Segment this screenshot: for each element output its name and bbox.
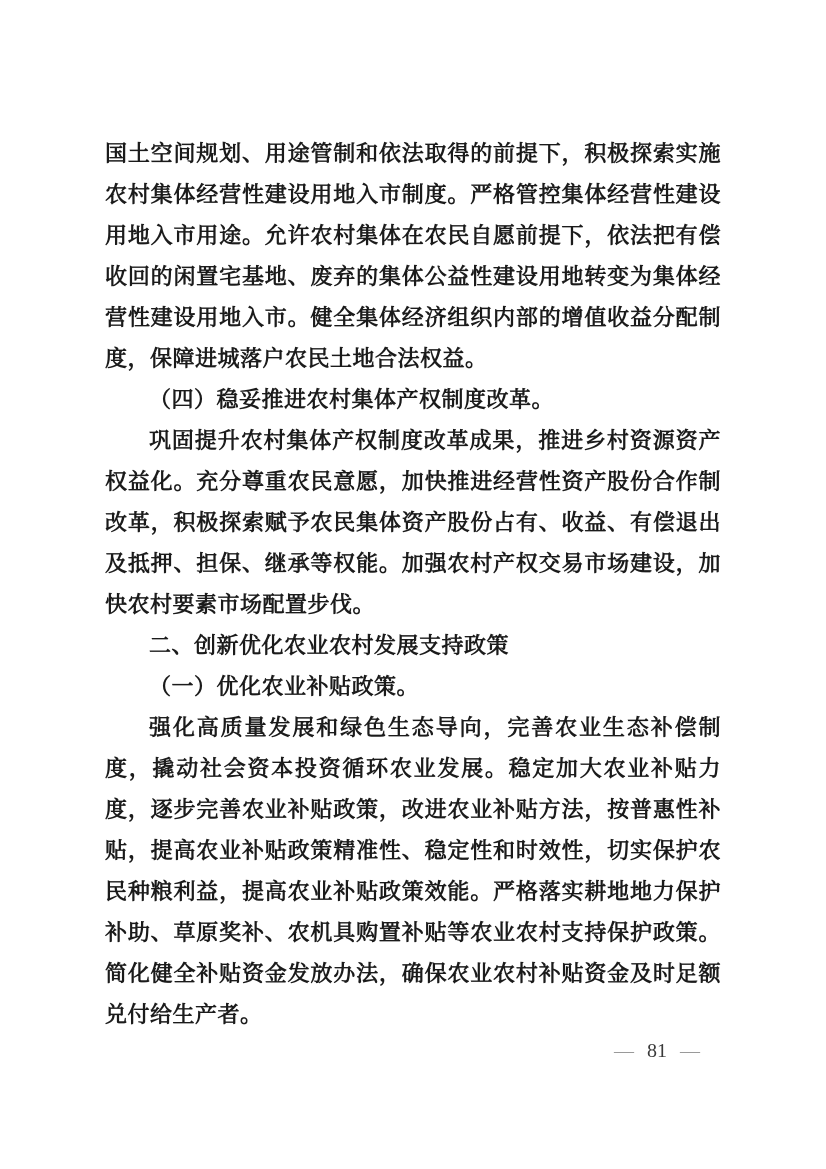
- clause-heading-four: （四）稳妥推进农村集体产权制度改革。: [149, 387, 555, 412]
- page-number-dash-right: —: [680, 1039, 700, 1062]
- body-paragraph-continuation: 国土空间规划、用途管制和依法取得的前提下，积极探索实施农村集体经营性建设用地入市制度。严格管控集体经营性建设用地入市用途。允许农村集体在农民自愿前提下，依法把有偿收回的闲置宅基地、废弃的集体公益性建设用地转变为集体经营性建设用地入市。健全集体经济组织内部的增值收益分配制度，保障进城落户农民土地合法权益。: [105, 141, 721, 371]
- section-heading-two: 二、创新优化农业农村发展支持政策: [149, 633, 510, 658]
- document-body: [105, 133, 721, 1035]
- clause-heading-one: （一）优化农业补贴政策。: [149, 674, 420, 699]
- page-number-dash-left: —: [614, 1039, 634, 1062]
- page-number: [614, 1036, 700, 1066]
- body-paragraph: 强化高质量发展和绿色生态导向，完善农业生态补偿制度，撬动社会资本投资循环农业发展。稳定加大农业补贴力度，逐步完善农业补贴政策，改进农业补贴方法，按普惠性补贴，提高农业补贴政策精准性、稳定性和时效性，切实保护农民种粮利益，提高农业补贴政策效能。严格落实耕地地力保护补助、草原奖补、农机具购置补贴等农业农村支持保护政策。简化健全补贴资金发放办法，确保农业农村补贴资金及时足额兑付给生产者。: [105, 715, 721, 1027]
- body-paragraph: 巩固提升农村集体产权制度改革成果，推进乡村资源资产权益化。充分尊重农民意愿，加快推进经营性资产股份合作制改革，积极探索赋予农民集体资产股份占有、收益、有偿退出及抵押、担保、继承等权能。加强农村产权交易市场建设，加快农村要素市场配置步伐。: [105, 428, 721, 617]
- page-number-value: 81: [647, 1039, 667, 1062]
